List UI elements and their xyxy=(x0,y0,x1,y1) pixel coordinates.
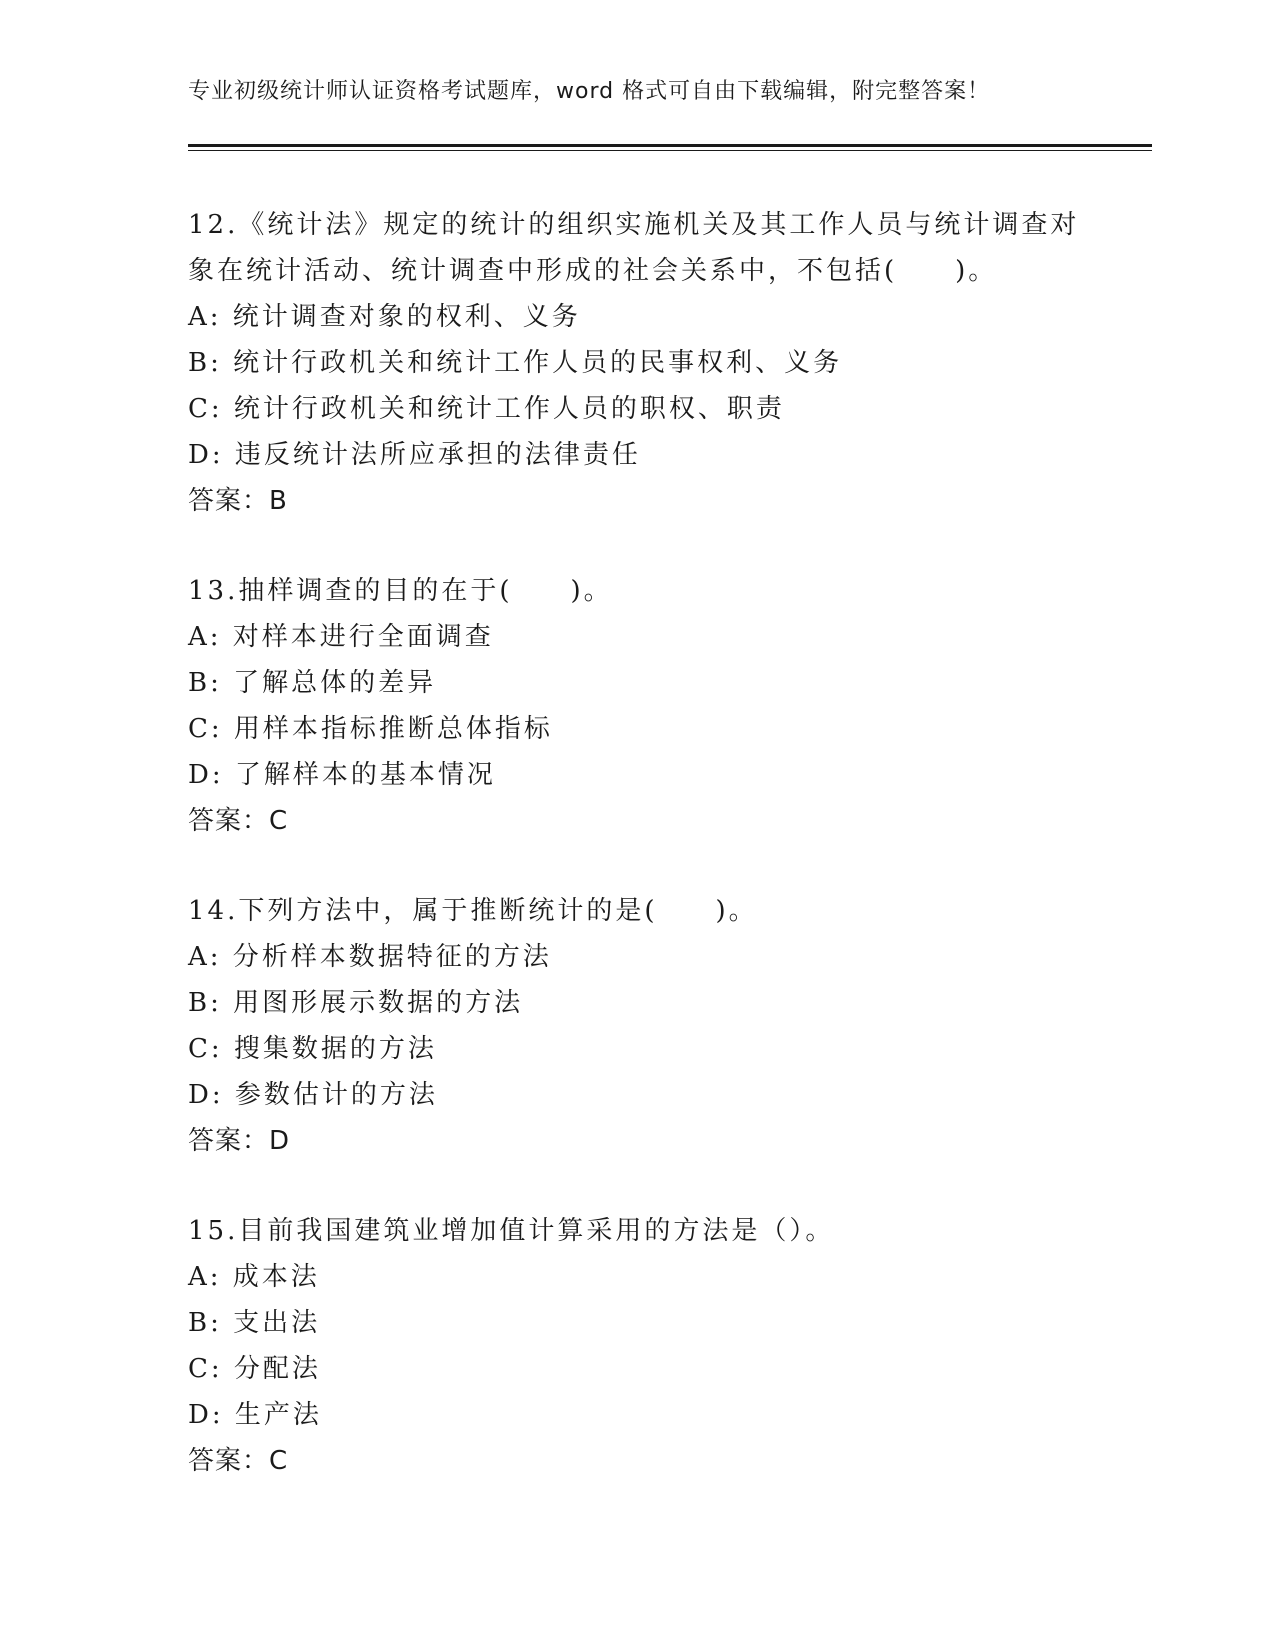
option-d: D: 违反统计法所应承担的法律责任 xyxy=(188,440,641,470)
answer: 答案：C xyxy=(188,1446,289,1476)
question-stem: 15.目前我国建筑业增加值计算采用的方法是（）。 xyxy=(188,1216,835,1246)
header-rule-thin xyxy=(188,150,1152,151)
option-c: C: 搜集数据的方法 xyxy=(188,1034,437,1064)
option-c: C: 统计行政机关和统计工作人员的职权、职责 xyxy=(188,394,785,424)
option-b: B: 用图形展示数据的方法 xyxy=(188,988,524,1018)
question-13 xyxy=(188,568,1088,844)
option-a: A: 对样本进行全面调查 xyxy=(188,622,494,652)
option-a: A: 成本法 xyxy=(188,1262,320,1292)
option-a: A: 统计调查对象的权利、义务 xyxy=(188,302,581,332)
option-d: D: 参数估计的方法 xyxy=(188,1080,438,1110)
option-b: B: 支出法 xyxy=(188,1308,321,1338)
question-stem: 13.抽样调查的目的在于( )。 xyxy=(188,576,613,606)
option-b: B: 了解总体的差异 xyxy=(188,668,437,698)
question-stem: 14.下列方法中，属于推断统计的是( )。 xyxy=(188,896,758,926)
option-c: C: 用样本指标推断总体指标 xyxy=(188,714,553,744)
option-d: D: 生产法 xyxy=(188,1400,322,1430)
answer: 答案：B xyxy=(188,486,288,516)
question-14 xyxy=(188,888,1088,1164)
question-15 xyxy=(188,1208,1088,1484)
answer: 答案：D xyxy=(188,1126,291,1156)
option-b: B: 统计行政机关和统计工作人员的民事权利、义务 xyxy=(188,348,843,378)
header-rule-thick xyxy=(188,144,1152,147)
option-c: C: 分配法 xyxy=(188,1354,321,1384)
question-list xyxy=(188,202,1088,1528)
question-stem: 12.《统计法》规定的统计的组织实施机关及其工作人员与统计调查对象在统计活动、统计调查中形成的社会关系中，不包括( )。 xyxy=(188,210,1080,286)
question-12 xyxy=(188,202,1088,524)
header-title: 专业初级统计师认证资格考试题库，word 格式可自由下载编辑，附完整答案！ xyxy=(188,79,991,104)
answer: 答案：C xyxy=(188,806,289,836)
option-d: D: 了解样本的基本情况 xyxy=(188,760,496,790)
option-a: A: 分析样本数据特征的方法 xyxy=(188,942,552,972)
